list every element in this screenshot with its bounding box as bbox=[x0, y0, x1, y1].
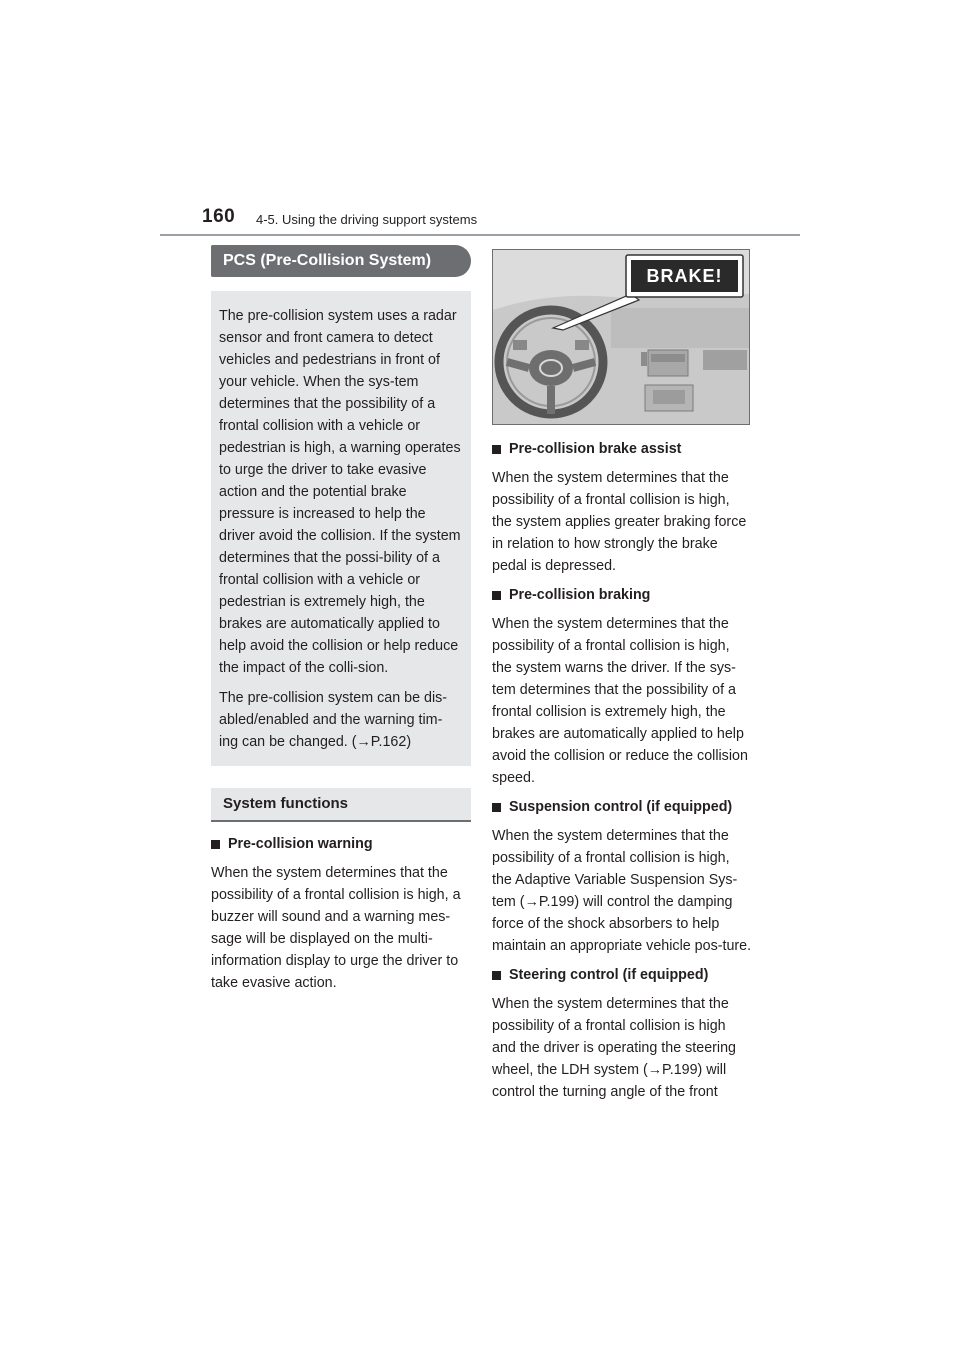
function-pre-collision-warning bbox=[211, 834, 471, 994]
function-body: When the system determines that the possibility of a frontal collision is high, the system warns the driver. If the sys-tem determines that the possibility of a frontal collision is extremely high, the brakes are automatically applied to help avoid the collision or reduce the collision speed. bbox=[492, 616, 748, 786]
section-title: 4-5. Using the driving support systems bbox=[256, 212, 478, 227]
header-rule bbox=[160, 234, 800, 236]
function-suspension-control bbox=[492, 797, 752, 957]
right-column bbox=[492, 249, 752, 1103]
function-title: Pre-collision warning bbox=[228, 836, 373, 852]
brake-display-text: BRAKE! bbox=[646, 266, 723, 286]
pcs-title: PCS (Pre-Collision System) bbox=[211, 245, 471, 277]
function-steering-control bbox=[492, 965, 752, 1103]
function-title: Pre-collision brake assist bbox=[509, 441, 682, 457]
page-header bbox=[160, 196, 800, 236]
function-body: When the system determines that the possibility of a frontal collision is high, the system applies greater braking force in relation to how strongly the brake pedal is depressed. bbox=[492, 470, 747, 574]
square-bullet-icon bbox=[211, 840, 220, 849]
square-bullet-icon bbox=[492, 591, 501, 600]
square-bullet-icon bbox=[492, 971, 501, 980]
intro-paragraph: The pre-collision system can be dis-abled/enabled and the warning tim-ing can be changed. (→P.162) bbox=[219, 690, 448, 750]
function-pre-collision-brake-assist bbox=[492, 439, 752, 577]
dashboard-illustration bbox=[492, 249, 750, 425]
function-title: Pre-collision braking bbox=[509, 587, 651, 603]
system-functions-heading: System functions bbox=[211, 788, 471, 822]
intro-box bbox=[211, 291, 471, 766]
page-number: 160 bbox=[202, 206, 236, 227]
function-body: When the system determines that the possibility of a frontal collision is high, the Adaptive Variable Suspension Sys-tem (→P.199) will control the damping force of the shock absorbers to help maintain an appropriate vehicle pos-ture. bbox=[492, 828, 752, 954]
left-column bbox=[211, 245, 471, 994]
function-body: When the system determines that the possibility of a frontal collision is high, a buzzer will sound and a warning mes-sage will be displayed on the multi-information display to urge the driver to take evasive action. bbox=[211, 865, 461, 991]
square-bullet-icon bbox=[492, 803, 501, 812]
function-pre-collision-braking bbox=[492, 585, 752, 789]
square-bullet-icon bbox=[492, 445, 501, 454]
intro-paragraph: The pre-collision system uses a radar sensor and front camera to detect vehicles and pedestrians in front of your vehicle. When the sys-tem determines that the possibility of a frontal collision with a vehicle or pedestrian is high, a warning operates to urge the driver to take evasive action and the potential brake pressure is increased to help the driver avoid the collision. If the system determines that the possi-bility of a frontal collision with a vehicle or pedestrian is extremely high, the brakes are automatically applied to help avoid the collision or help reduce the impact of the colli-sion. bbox=[219, 308, 461, 676]
function-title: Steering control (if equipped) bbox=[509, 967, 709, 983]
function-title: Suspension control (if equipped) bbox=[509, 799, 733, 815]
function-body: When the system determines that the possibility of a frontal collision is high and the driver is operating the steering wheel, the LDH system (→P.199) will control the turning angle of the front bbox=[492, 996, 736, 1100]
